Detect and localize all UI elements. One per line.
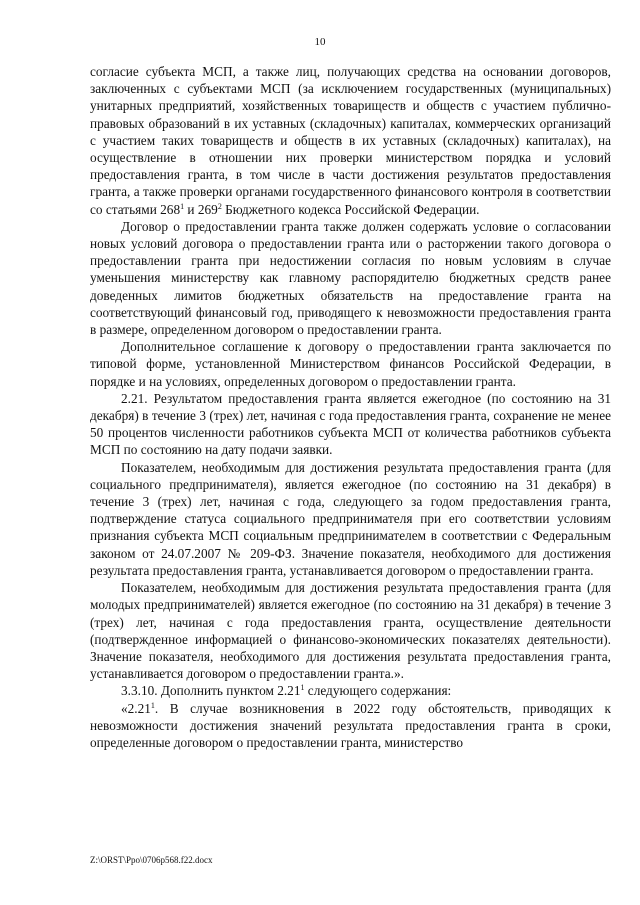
paragraph: Договор о предоставлении гранта также должен содержать условие о согласовании новых условий договора о предоставлении гранта или о расторжении такого договора о предоставлении гранта при недостижении согласия по новым условиям в случае уменьшения министерству как главному распорядителю бюджетных средств ранее доведенных лимитов бюджетных обязательств на предоставление гранта на соответствующий финансовый год, приводящего к невозможности предоставления гранта в размере, определенном договором о предоставлении гранта. bbox=[90, 218, 611, 338]
document-body bbox=[90, 63, 611, 751]
paragraph-continuation: согласие субъекта МСП, а также лиц, получающих средства на основании договоров, заключенных с субъектами МСП (за исключением государственных (муниципальных) унитарных предприятий, хозяйственных товариществ и обществ с участием публично-правовых образований в их уставных (складочных) капиталах, коммерческих организаций с участием таких товариществ и обществ в их уставных (складочных) капиталах), на осуществление в отношении них проверки министерством порядка и условий предоставления гранта, в том числе в части достижения результатов предоставления гранта, а также проверки органами государственного финансового контроля в соответствии со статьями $268^1$ и $269^2$ Бюджетного кодекса Российской Федерации. bbox=[90, 64, 611, 217]
paragraph: Дополнительное соглашение к договору о предоставлении гранта заключается по типовой форме, установленной Министерством финансов Российской Федерации, в порядке и на условиях, определенных договором о предоставлении гранта. bbox=[90, 339, 611, 389]
superscript: 1 bbox=[300, 683, 305, 693]
superscript: 1 bbox=[150, 700, 155, 710]
paragraph: Показателем, необходимым для достижения результата предоставления гранта (для молодых предпринимателей) является ежегодное (по состоянию на 31 декабря) в течение 3 (трех) лет, начиная с года предоставления гранта, осуществление деятельности (подтвержденное информацией о финансово-экономических показателях деятельности). Значение показателя, необходимого для достижения результата предоставления гранта, устанавливается договором о предоставлении гранта.». bbox=[90, 580, 611, 682]
footer-file-path: Z:\ORST\Ppo\0706p568.f22.docx bbox=[90, 855, 213, 865]
paragraph-clause-2-21: 2.21. Результатом предоставления гранта является ежегодное (по состоянию на 31 декабря) в течение 3 (трех) лет, начиная с года предоставления гранта, сохранение не менее 50 процентов численности работников субъекта МСП от количества работников субъекта МСП по состоянию на дату подачи заявки. bbox=[90, 390, 611, 458]
superscript: 2 bbox=[217, 201, 222, 211]
paragraph-amendment-3-3-10: 3.3.10. Дополнить пунктом 2.21$^1$ следующего содержания: bbox=[121, 683, 452, 699]
page-number: 10 bbox=[314, 36, 326, 48]
paragraph-clause-2-21-1: «2.21$^1$. В случае возникновения в 2022 году обстоятельств, приводящих к невозможности достижения значений результата предоставления гранта в сроки, определенные договором о предоставлении гранта, министерство bbox=[90, 700, 611, 750]
paragraph: Показателем, необходимым для достижения результата предоставления гранта (для социального предпринимателя), является ежегодное (по состоянию на 31 декабря) в течение 3 (трех) лет, начиная с года, следующего за годом предоставления гранта, подтверждение статуса социального предпринимателя при его соответствии условиям признания субъекта МСП социальным предпринимателем в соответствии с Федеральным законом от 24.07.2007 № 209-ФЗ. Значение показателя, необходимого для достижения результата предоставления гранта, устанавливается договором о предоставлении гранта. bbox=[90, 459, 611, 578]
superscript: 1 bbox=[180, 201, 185, 211]
